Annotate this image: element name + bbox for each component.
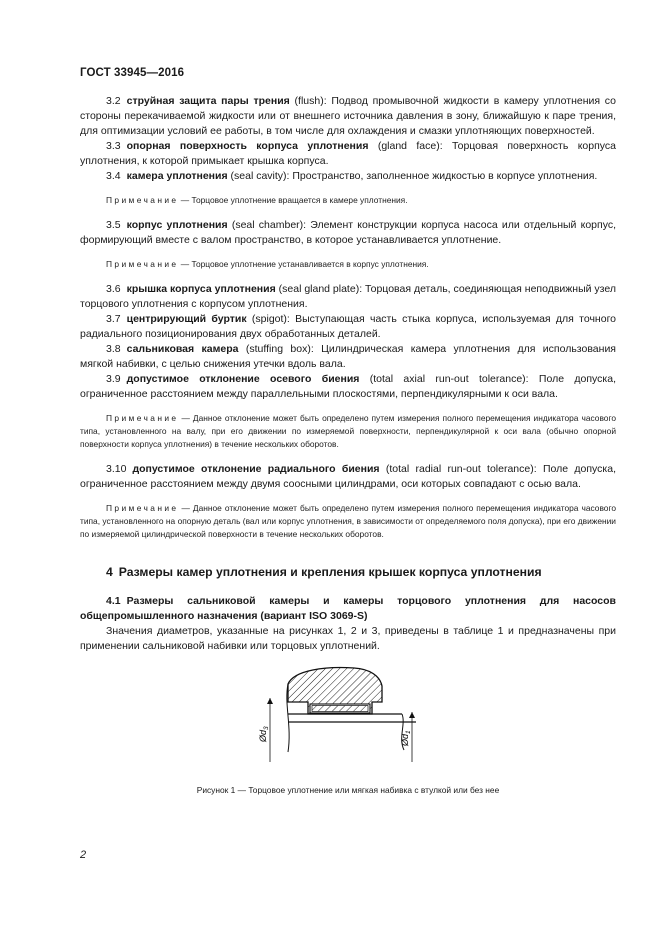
term-definition: (seal cavity): Пространство, заполненное жидкостью в корпусе уплотнения. xyxy=(227,170,598,182)
terms-group-a xyxy=(80,94,616,184)
body-paragraph: Значения диаметров, указанные на рисунках 1, 2 и 3, приведены в таблице 1 и предназначены при применении сальниковой набивки или торцовых уплотнений. xyxy=(80,625,616,652)
term-definition: (flush): Подвод промывочной жидкости в камеру уплотнения со стороны перекачиваемой жидкости или от внешнего источника давления в зону, ближайшую к паре трения, для оптимизации условий ее работы, в том числе для охлаждения и смазки уплотняющих поверхностей. xyxy=(80,95,617,137)
term-number: 3.6 xyxy=(106,283,121,295)
page-content xyxy=(80,94,616,654)
section-heading xyxy=(106,565,616,580)
term-number: 3.10 xyxy=(106,463,127,475)
term-3-8 xyxy=(80,342,616,372)
term-number: 3.8 xyxy=(106,343,121,355)
note-text: — Данное отклонение может быть определено путем измерения полного перемещения индикатора часового типа, установленного на опорную деталь (вал или корпус уплотнения, в зависимости от определяемого поля допуска), при его движении по измеряемой цилиндрической поверхности в течение нескольких оборотов. xyxy=(80,503,616,539)
subsection-number: 4.1 xyxy=(106,595,121,607)
dimension-arrow-d3 xyxy=(267,698,273,704)
label-d3 xyxy=(258,726,270,743)
note-1 xyxy=(80,194,616,207)
term-3-10 xyxy=(80,462,616,492)
note-label: Примечание xyxy=(106,195,179,205)
term-definition: (gland face): Торцовая поверхность корпуса уплотнения, к которой примыкает крышка корпуса. xyxy=(80,140,616,167)
term-definition: (seal chamber): Элемент конструкции корпуса насоса или отдельный корпус, формирующий вместе с валом пространство, в которое устанавливается уплотнение. xyxy=(80,219,616,246)
svg-text:Ød3 xyxy=(258,726,270,743)
note-2 xyxy=(80,258,616,271)
term-definition: (total radial run-out tolerance): Поле допуска, ограниченное расстоянием между двумя соосными цилиндрами, оси которых совпадают с осью вала. xyxy=(80,463,616,490)
terms-group-b xyxy=(80,282,616,402)
dimension-arrow-d1 xyxy=(409,712,415,718)
note-text: — Торцовое уплотнение вращается в камере уплотнения. xyxy=(178,195,408,205)
term-name: корпус уплотнения xyxy=(126,219,228,231)
term-number: 3.3 xyxy=(106,140,121,152)
label-d1-sub: 1 xyxy=(405,730,412,734)
term-number: 3.9 xyxy=(106,373,121,385)
term-number: 3.2 xyxy=(106,95,121,107)
term-number: 3.4 xyxy=(106,170,121,182)
term-name: струйная защита пары трения xyxy=(126,95,290,107)
page-number: 2 xyxy=(80,849,87,861)
section-number: 4 xyxy=(106,565,113,579)
term-name: крышка корпуса уплотнения xyxy=(126,283,276,295)
term-name: центрирующий буртик xyxy=(126,313,247,325)
figure-1-drawing xyxy=(258,664,416,769)
term-3-6 xyxy=(80,282,616,312)
figure-1-caption: Рисунок 1 — Торцовое уплотнение или мягкая набивка с втулкой или без нее xyxy=(196,785,500,795)
document-header: ГОСТ 33945—2016 xyxy=(80,67,185,79)
note-label: Примечание xyxy=(106,413,179,423)
note-label: Примечание xyxy=(106,503,179,513)
term-number: 3.7 xyxy=(106,313,121,325)
term-definition: (stuffing box): Цилиндрическая камера уплотнения для использования мягкой набивки, с целью снижения утечки вдоль вала. xyxy=(80,343,616,370)
subsection-heading xyxy=(80,594,616,624)
term-3-7 xyxy=(80,312,616,342)
term-name: камера уплотнения xyxy=(126,170,228,182)
seal-packing-hatch xyxy=(312,706,368,712)
note-3 xyxy=(80,412,616,451)
term-3-2 xyxy=(80,94,616,139)
subsection-title: Размеры сальниковой камеры и камеры торцового уплотнения для насосов общепромышленного назначения (вариант ISO 3069-S) xyxy=(80,595,616,622)
term-name: сальниковая камера xyxy=(126,343,239,355)
seal-cross-section-diagram xyxy=(258,664,416,764)
term-name: допустимое отклонение радиального биения xyxy=(132,463,380,475)
label-d1-text: Ød xyxy=(400,733,410,746)
term-definition: (total axial run-out tolerance): Поле допуска, ограниченное расстоянием между параллельными плоскостями, перпендикулярными к оси вала. xyxy=(80,373,616,400)
label-d3-text: Ød xyxy=(258,729,268,742)
note-text: — Торцовое уплотнение устанавливается в корпус уплотнения. xyxy=(178,259,429,269)
term-3-5 xyxy=(80,218,616,248)
term-name: допустимое отклонение осевого биения xyxy=(126,373,360,385)
note-4 xyxy=(80,502,616,541)
note-label: Примечание xyxy=(106,259,179,269)
term-name: опорная поверхность корпуса уплотнения xyxy=(126,140,369,152)
term-3-9 xyxy=(80,372,616,402)
term-number: 3.5 xyxy=(106,219,121,231)
term-3-3 xyxy=(80,139,616,169)
term-definition: (seal gland plate): Торцовая деталь, соединяющая неподвижный узел торцового уплотнения с корпусом уплотнения. xyxy=(80,283,616,310)
term-3-4 xyxy=(80,169,616,184)
label-d3-sub: 3 xyxy=(263,726,270,730)
term-definition: (spigot): Выступающая часть стыка корпуса, используемая для точного радиального позиционирования двух обработанных деталей. xyxy=(80,313,617,340)
section-title: Размеры камер уплотнения и крепления крышек корпуса уплотнения xyxy=(118,565,542,579)
note-text: — Данное отклонение может быть определено путем измерения полного перемещения индикатора часового типа, установленного на валу, при его движении по измеряемой поверхности, перпендикулярной к оси вала (обычно опорной поверхности корпуса уплотнения) в течение нескольких оборотов. xyxy=(80,413,616,449)
